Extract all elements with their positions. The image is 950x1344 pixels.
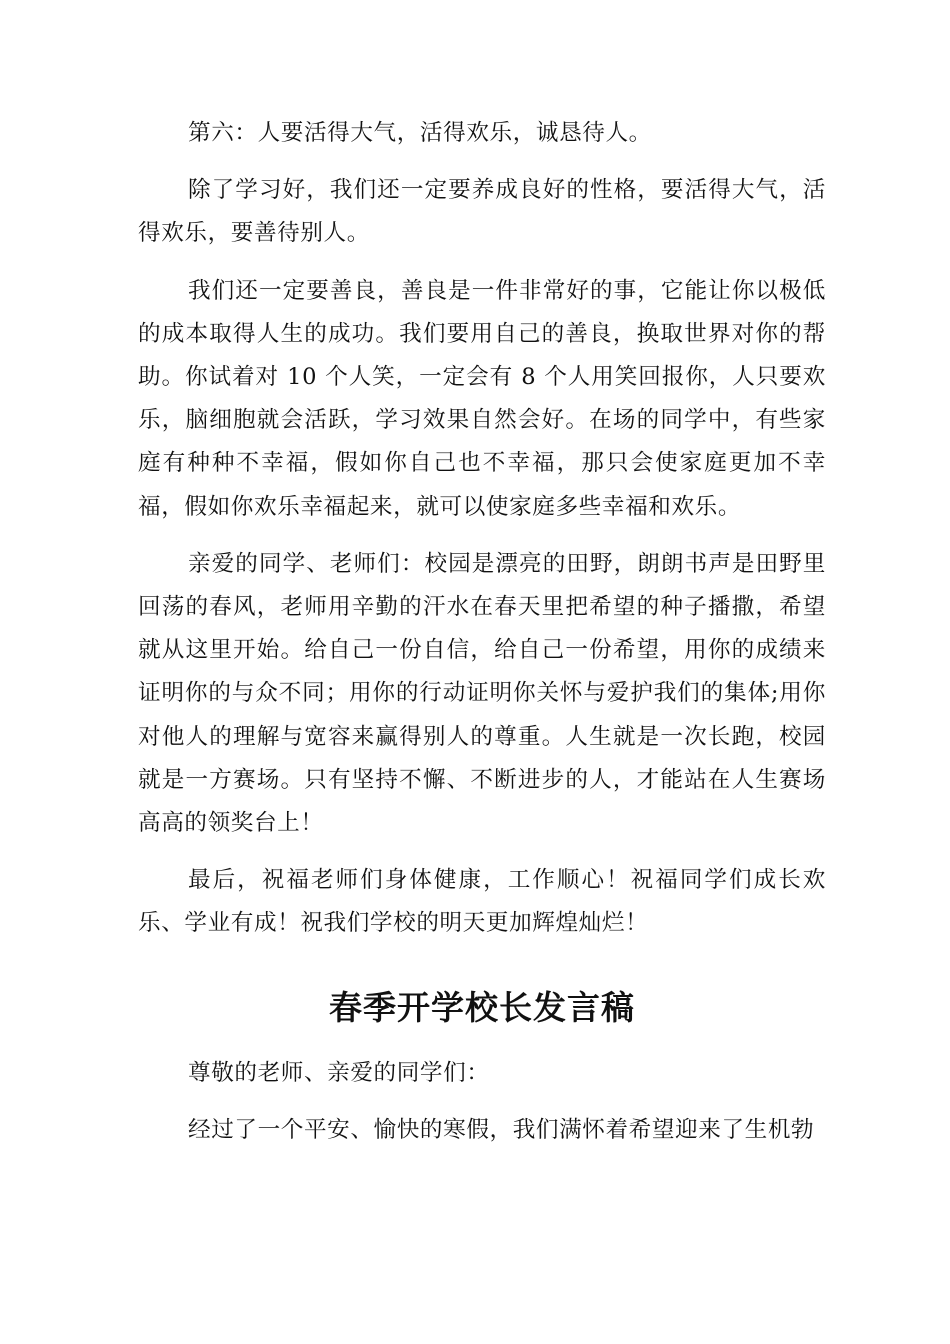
paragraph-campus-field: 亲爱的同学、老师们：校园是漂亮的田野，朗朗书声是田野里回荡的春风，老师用辛勤的汗水在春天里把希望的种子播撒，希望就从这里开始。给自己一份自信，给自己一份希望，用你的成绩来证明你的与众不同；用你的行动证明你关怀与爱护我们的集体;用你对他人的理解与宽容来赢得别人的尊重。人生就是一次长跑，校园就是一方赛场。只有坚持不懈、不断进步的人，才能站在人生赛场高高的领奖台上！ [138,550,826,837]
paragraph-closing-wishes: 最后，祝福老师们身体健康，工作顺心！祝福同学们成长欢乐、学业有成！祝我们学校的明天更加辉煌灿烂！ [138,867,826,937]
paragraph-salutation: 尊敬的老师、亲爱的同学们： [188,1059,490,1086]
speech-title: 春季开学校长发言稿 [329,987,635,1027]
paragraph-point-six: 第六：人要活得大气，活得欢乐，诚恳待人。 [188,120,652,146]
paragraph-opening: 经过了一个平安、愉快的寒假，我们满怀着希望迎来了生机勃 [188,1116,815,1143]
paragraph-kindness: 我们还一定要善良，善良是一件非常好的事，它能让你以极低的成本取得人生的成功。我们要用自己的善良，换取世界对你的帮助。你试着对 10 个人笑，一定会有 8 个人用笑回报你，人只要欢乐，脑细胞就会活跃，学习效果自然会好。在场的同学中，有些家庭有种种不幸福，假如你自己也不幸福，那只会使家庭更加不幸福，假如你欢乐幸福起来，就可以使家庭多些幸福和欢乐。 [138,277,826,520]
document-body [138,112,826,1166]
paragraph-good-character: 除了学习好，我们还一定要养成良好的性格，要活得大气，活得欢乐，要善待别人。 [138,177,826,247]
